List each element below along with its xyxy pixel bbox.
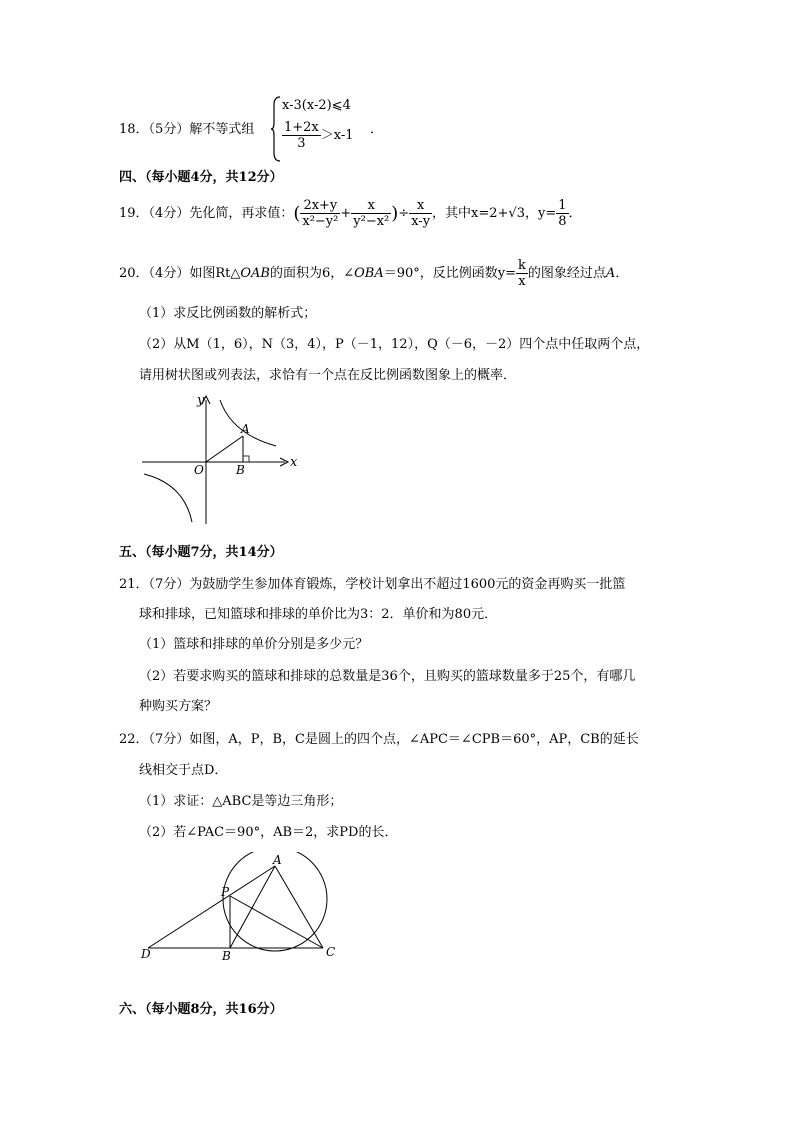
q20-a: A [605,266,616,281]
label-b: B [222,949,231,963]
q18-end: ． [370,122,384,137]
q18-inequality-1: x-3(x-2)⩽4 [282,98,351,113]
q20-text-d: 的图象经过点 [527,266,606,281]
q22-sub1: （1）求证：△ABC是等边三角形； [139,794,343,809]
section-6-heading: 六、（每小题8分，共16分） [119,1002,283,1017]
q20-text-a: 20．（4分）如图Rt△ [119,266,241,281]
label-x: x [290,455,298,470]
q22-line1: 22．（7分）如图，A，P，B，C是圆上的四个点，∠APC＝∠CPB＝60°，AP，CB的延长 [119,732,639,747]
hyperbola-branch-q3 [144,474,192,522]
label-a: A [241,422,250,436]
q20-line1 [119,258,628,289]
q18-label: 18．（5分）解不等式组 [119,122,255,137]
q19-f2-num: x [351,198,391,214]
segment-da [148,866,275,948]
figure-hyperbola [140,392,310,528]
q19-f1-num: 2x+y [300,198,340,214]
segment-ab [230,866,275,948]
label-d: D [141,947,151,961]
q18-inequality-2 [282,120,354,151]
q19-lparen: ( [293,203,301,224]
q21-line1: 21．（7分）为鼓励学生参加体育锻炼，学校计划拿出不超过1600元的资金再购买一批篮 [119,577,626,592]
q19-div: ÷ [398,206,410,221]
q19-f1-den: x²−y² [302,214,339,229]
q20-oab: OAB [240,266,270,281]
q20-dot: ． [615,266,629,281]
q19-rparen: ) [391,203,399,224]
q21-sub2b: 种购买方案？ [139,699,218,714]
q20-ylab: y= [497,266,517,281]
q20-sub1: （1）求反比例函数的解析式； [139,306,317,321]
label-a: A [273,853,282,867]
label-y: y [197,393,205,408]
q21-sub1: （1）篮球和排球的单价分别是多少元？ [139,637,369,652]
q19-f3-den: x-y [411,214,431,229]
q19-f2-den: y²−x² [353,214,390,229]
q19-end: ． [568,206,582,221]
q18-frac-den: 3 [297,136,306,151]
q20-k: k [518,258,526,273]
segment-ac [275,866,323,948]
label-o: O [194,463,204,477]
label-c: C [326,945,336,959]
q18-rhs: ＞x-1 [320,128,354,143]
q21-sub2: （2）若要求购买的篮球和排球的总数量是36个，且购买的篮球数量多于25个，有哪几 [139,669,636,684]
q20-oba: OBA [354,266,384,281]
q20-text-c: ＝90°，反比例函数 [383,266,498,281]
right-angle-mark [243,456,249,462]
q18-frac-num: 1+2x [284,120,319,135]
q19-f3-num: x [409,198,432,214]
q19-f4-num: 1 [558,198,567,213]
label-p: P [221,885,230,899]
q20-x: x [518,274,526,289]
q22-sub2: （2）若∠PAC＝90°，AB＝2，求PD的长． [139,825,398,840]
q18-brace [270,95,282,163]
q19-line [119,198,582,229]
q22-line2: 线相交于点D． [139,763,228,778]
q19-prefix: 19．（4分）先化简，再求值： [119,206,294,221]
q20-text-b: 的面积为6，∠ [269,266,355,281]
q19-plus: + [340,206,352,221]
q20-sub2: （2）从M（1，6），N（3，4），P（－1，12），Q（－6，－2）四个点中任取两个点， [139,337,650,352]
label-b: B [236,463,245,477]
section-5-heading: 五、（每小题7分，共14分） [119,545,283,560]
q20-sub2b: 请用树状图或列表法，求恰有一个点在反比例函数图象上的概率． [139,368,517,383]
section-4-heading: 四、（每小题4分，共12分） [119,170,283,185]
q19-mid: ，其中x=2+√3，y= [432,206,557,221]
figure-circle [138,852,348,964]
q21-line2: 球和排球，已知篮球和排球的单价比为3：2．单价和为80元． [139,607,498,622]
segment-oa [206,436,243,462]
q19-f4-den: 8 [558,214,567,229]
